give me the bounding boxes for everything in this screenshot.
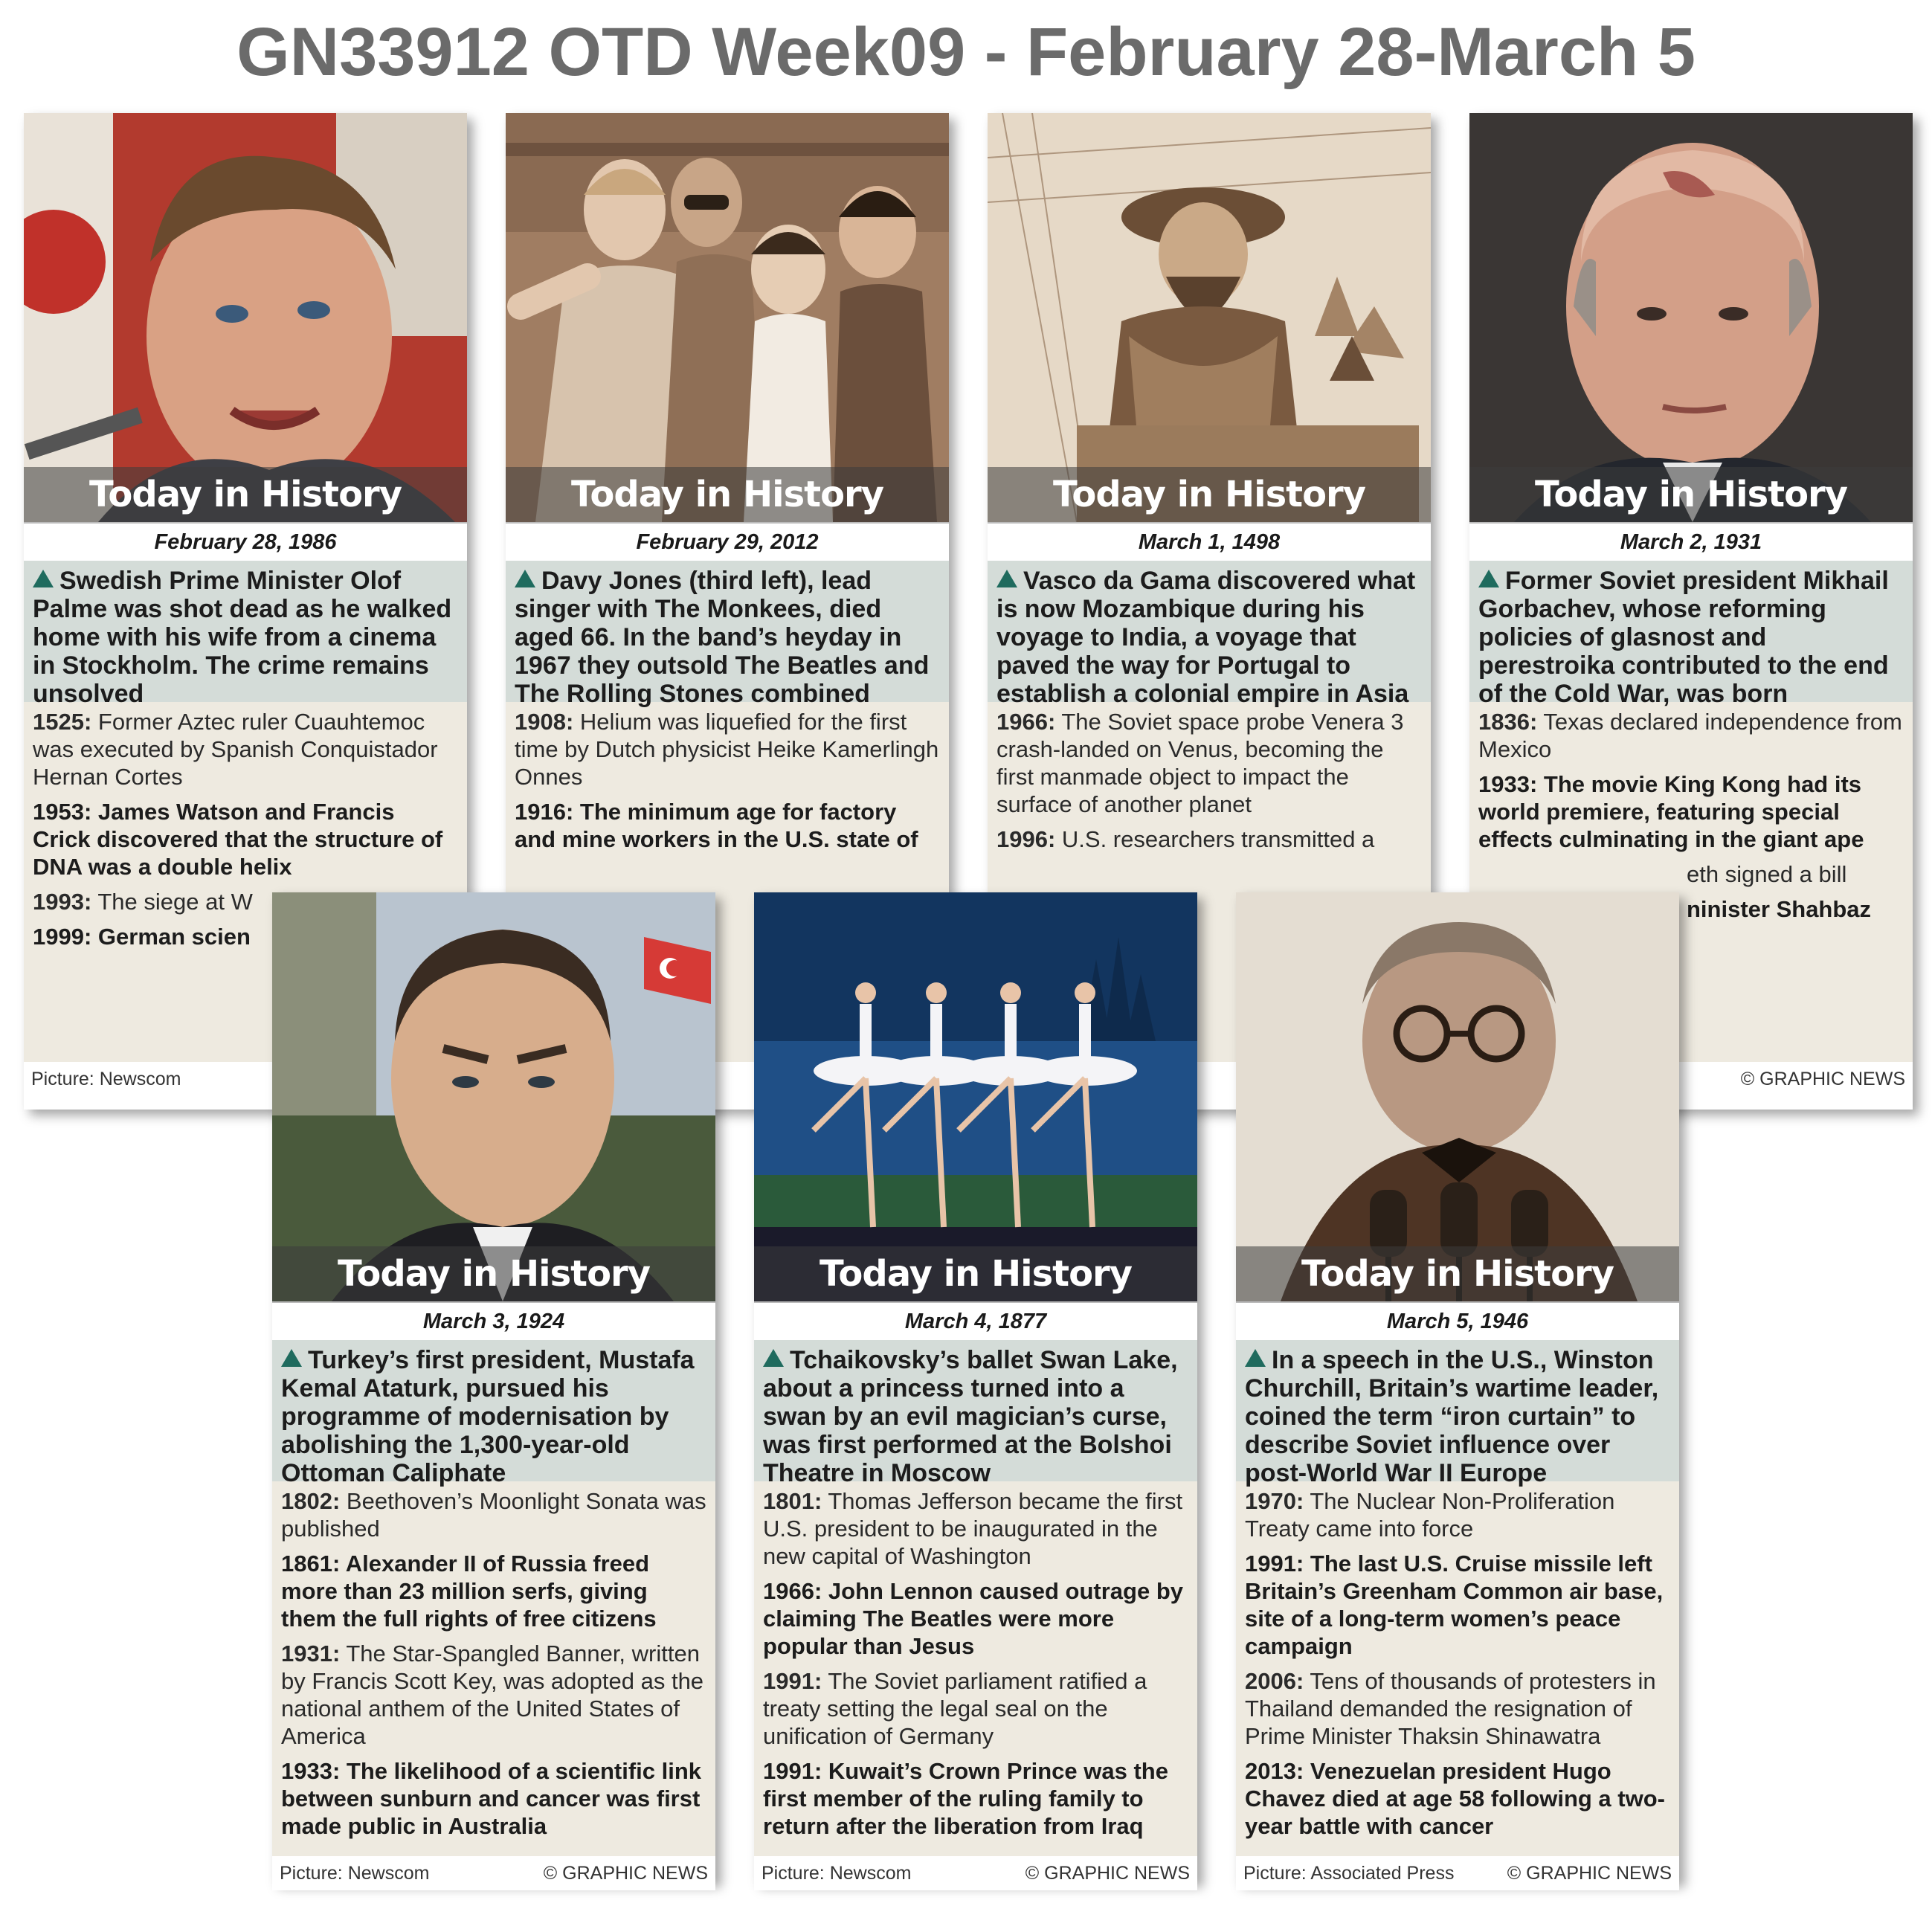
event-item: 1991: The last U.S. Cruise missile left Britain’s Greenham Common air base, site of a long-term women’s peace campaign [1245, 1551, 1664, 1659]
today-in-history-banner: Today in History [1236, 1246, 1679, 1301]
copyright: © GRAPHIC NEWS [1507, 1863, 1672, 1884]
portrait-illustration [24, 113, 467, 522]
today-in-history-banner: Today in History [988, 467, 1431, 522]
event-item: 2006: Tens of thousands of protesters in Thailand demanded the resignation of Prime Minister Thaksin Shinawatra [1245, 1668, 1656, 1749]
event-item: 1953: James Watson and Francis Crick discovered that the structure of DNA was a double helix [33, 799, 443, 880]
lead-story: Tchaikovsky’s ballet Swan Lake, about a princess turned into a swan by an evil magician’s curse, was first performed at the Bolshoi Theatre in Moscow [754, 1340, 1197, 1481]
triangle-icon [515, 570, 535, 587]
event-item: 1996: U.S. researchers transmitted a [996, 826, 1375, 852]
picture-credit: Picture: Newscom [280, 1863, 430, 1884]
events-list [1236, 1481, 1679, 1856]
triangle-icon [1478, 570, 1499, 587]
portrait-illustration [1469, 113, 1913, 522]
event-item: 1802: Beethoven’s Moonlight Sonata was published [281, 1488, 706, 1542]
card-date: March 5, 1946 [1236, 1303, 1679, 1340]
lead-story: Davy Jones (third left), lead singer with The Monkees, died aged 66. In the band’s heyday in 1967 they outsold The Beatles and The Rolling Stones combined [506, 561, 949, 702]
event-item: 1991: The Soviet parliament ratified a treaty setting the legal seal on the unification of Germany [763, 1668, 1147, 1749]
today-in-history-banner: Today in History [24, 467, 467, 522]
event-item: 1999: German scien [33, 924, 251, 950]
photo-olof-palme [24, 113, 467, 524]
event-item: 1966: The Soviet space probe Venera 3 crash-landed on Venus, becoming the first manmade object to impact the surface of another planet [996, 709, 1404, 817]
triangle-icon [33, 570, 54, 587]
picture-credit: Picture: Newscom [31, 1069, 181, 1089]
card-date: February 28, 1986 [24, 524, 467, 561]
today-in-history-banner: Today in History [272, 1246, 715, 1301]
photo-swan-lake-ballet [754, 892, 1197, 1303]
event-item: ninister Shahbaz [1687, 896, 1872, 922]
triangle-icon [1245, 1349, 1266, 1367]
events-list [754, 1481, 1197, 1856]
triangle-icon [281, 1349, 302, 1367]
card-date: March 1, 1498 [988, 524, 1431, 561]
photo-vasco-da-gama [988, 113, 1431, 524]
photo-mustafa-kemal-ataturk [272, 892, 715, 1303]
event-item: 1916: The minimum age for factory and mine workers in the U.S. state of [515, 799, 918, 852]
photo-winston-churchill [1236, 892, 1679, 1303]
today-in-history-banner: Today in History [1469, 467, 1913, 522]
event-item: 1801: Thomas Jefferson became the first U.S. president to be inaugurated in the new capital of Washington [763, 1488, 1183, 1569]
events-list [272, 1481, 715, 1856]
lead-story: In a speech in the U.S., Winston Churchill, Britain’s wartime leader, coined the term “iron curtain” to describe Soviet influence over post-World War II Europe [1236, 1340, 1679, 1481]
card-date: February 29, 2012 [506, 524, 949, 561]
event-item: 1836: Texas declared independence from Mexico [1478, 709, 1902, 762]
lead-story: Former Soviet president Mikhail Gorbachev, whose reforming policies of glasnost and perestroika contributed to the end of the Cold War, was born [1469, 561, 1913, 702]
event-item: 1933: The likelihood of a scientific link between sunburn and cancer was first made public in Australia [281, 1758, 702, 1839]
triangle-icon [763, 1349, 784, 1367]
copyright: © GRAPHIC NEWS [1740, 1069, 1905, 1089]
band-illustration [506, 113, 949, 522]
event-item: 1525: Former Aztec ruler Cuauhtemoc was executed by Spanish Conquistador Hernan Cortes [33, 709, 438, 790]
event-item: 1861: Alexander II of Russia freed more than 23 million serfs, giving them the full rights of free citizens [281, 1551, 657, 1632]
card-footer [272, 1856, 715, 1890]
card-date: March 2, 1931 [1469, 524, 1913, 561]
card-date: March 4, 1877 [754, 1303, 1197, 1340]
event-item: 1908: Helium was liquefied for the first time by Dutch physicist Heike Kamerlingh Onnes [515, 709, 939, 790]
lead-story: Turkey’s first president, Mustafa Kemal Ataturk, pursued his programme of modernisation by abolishing the 1,300-year-old Ottoman Caliphate [272, 1340, 715, 1481]
card-date: March 3, 1924 [272, 1303, 715, 1340]
today-in-history-banner: Today in History [754, 1246, 1197, 1301]
card-footer [1236, 1856, 1679, 1890]
picture-credit: Picture: Associated Press [1243, 1863, 1455, 1884]
triangle-icon [996, 570, 1017, 587]
event-item: eth signed a bill [1687, 861, 1847, 887]
card-mar-3 [272, 892, 715, 1884]
event-item: 1966: John Lennon caused outrage by claiming The Beatles were more popular than Jesus [763, 1578, 1184, 1659]
engraving-illustration [988, 113, 1431, 522]
portrait-illustration [1236, 892, 1679, 1301]
copyright: © GRAPHIC NEWS [1025, 1863, 1190, 1884]
card-footer [754, 1856, 1197, 1890]
event-item: 1933: The movie King Kong had its world premiere, featuring special effects culminating in the giant ape [1478, 771, 1864, 852]
portrait-illustration [272, 892, 715, 1301]
ballet-illustration [754, 892, 1197, 1301]
event-item: 1991: Kuwait’s Crown Prince was the first member of the ruling family to return after the liberation from Iraq [763, 1758, 1168, 1839]
photo-the-monkees [506, 113, 949, 524]
lead-story: Vasco da Gama discovered what is now Mozambique during his voyage to India, a voyage that paved the way for Portugal to establish a colonial empire in Asia [988, 561, 1431, 702]
card-mar-4 [754, 892, 1197, 1884]
page-title: GN33912 OTD Week09 - February 28-March 5 [236, 14, 1696, 90]
picture-credit: Picture: Newscom [761, 1863, 912, 1884]
today-in-history-banner: Today in History [506, 467, 949, 522]
event-item: 1993: The siege at W [33, 889, 253, 915]
event-item: 1970: The Nuclear Non-Proliferation Treaty came into force [1245, 1488, 1615, 1542]
photo-mikhail-gorbachev [1469, 113, 1913, 524]
lead-story: Swedish Prime Minister Olof Palme was shot dead as he walked home with his wife from a cinema in Stockholm. The crime remains unsolved [24, 561, 467, 702]
event-item: 1931: The Star-Spangled Banner, written by Francis Scott Key, was adopted as the national anthem of the United States of America [281, 1640, 704, 1749]
copyright: © GRAPHIC NEWS [543, 1863, 708, 1884]
event-item: 2013: Venezuelan president Hugo Chavez died at age 58 following a two-year battle with cancer [1245, 1758, 1665, 1839]
card-mar-5 [1236, 892, 1679, 1884]
